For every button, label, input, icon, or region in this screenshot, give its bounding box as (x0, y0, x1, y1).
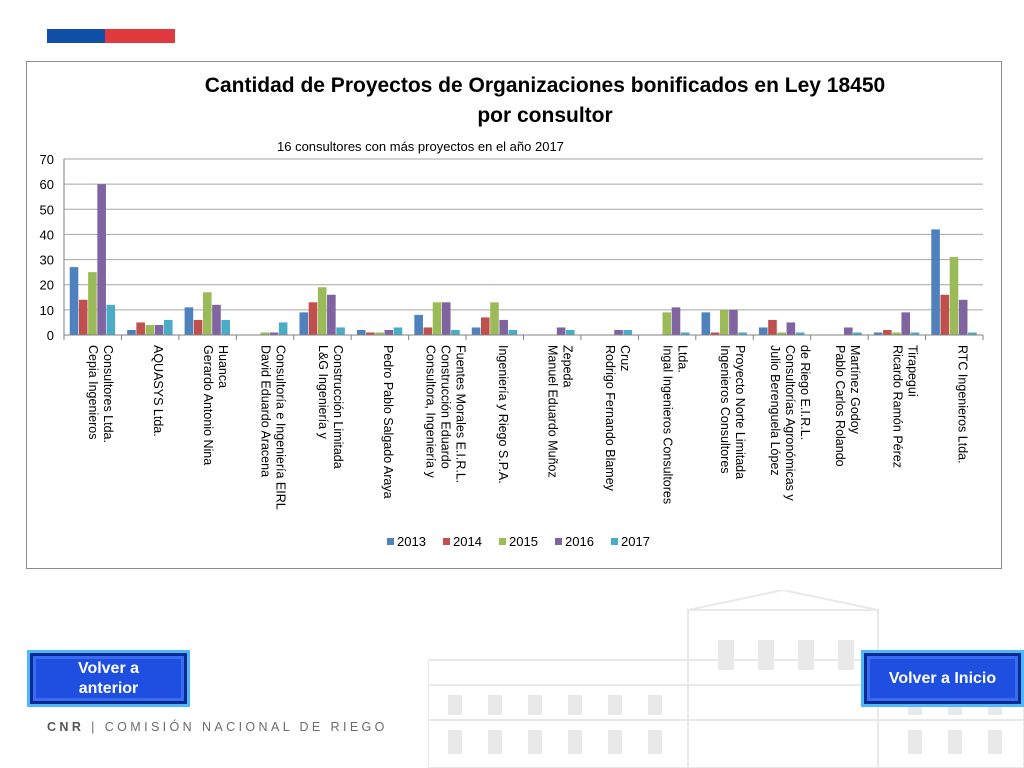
category-label-line: Proyecto Norte Limitada (733, 345, 748, 480)
category-label-line: Huanca (216, 345, 231, 389)
bar-2016 (614, 330, 623, 335)
bar-2014 (883, 330, 892, 335)
bar-2016 (385, 330, 394, 335)
category-label-line: Construcción Limitada (330, 345, 345, 469)
category-label-line: David Eduardo Aracena (258, 345, 273, 478)
legend-swatch-2016 (555, 538, 562, 545)
category-label-line: Consultorías Agronómicas y (782, 345, 797, 501)
y-tick-label: 30 (39, 252, 54, 268)
category-label-line: Ltda. (675, 345, 690, 373)
flag-stripe (47, 29, 175, 43)
bar-2016 (499, 320, 508, 335)
category-label-line: de Riego E.I.R.L. (797, 345, 812, 441)
bar-2015 (433, 302, 442, 335)
bar-2014 (136, 322, 145, 335)
category-label-line: Consultoría e Ingeniería EIRL (273, 345, 288, 510)
bar-chart (27, 62, 1001, 568)
bar-2017 (107, 305, 116, 335)
legend-label: 2014 (453, 534, 482, 549)
legend-label: 2013 (397, 534, 426, 549)
x-category-label (201, 345, 230, 465)
category-label-line: Gerardo Antonio Nina (201, 345, 216, 466)
bar-2016 (787, 322, 796, 335)
bar-2016 (327, 295, 336, 335)
bar-2016 (557, 327, 566, 335)
x-category-label (833, 345, 862, 467)
x-category-label (496, 345, 510, 484)
chart-container (26, 61, 1002, 569)
bar-2013 (299, 312, 308, 335)
x-category-label (381, 345, 395, 499)
flag-red-segment (105, 29, 175, 43)
bar-2013 (702, 312, 711, 335)
bar-2016 (97, 184, 106, 335)
bar-2014 (79, 300, 88, 335)
footer-brand: CNR (47, 720, 85, 734)
home-button[interactable]: Volver a Inicio (861, 650, 1024, 707)
category-label-line: Cruz (618, 345, 633, 372)
bar-2017 (221, 320, 230, 335)
chart-title-line1: Cantidad de Proyectos de Organizaciones bonificados en Ley 18450 (204, 74, 886, 97)
category-label-line: Ingeniería y Riego S.P.A. (495, 345, 510, 484)
bar-2015 (88, 272, 97, 335)
x-category-label (890, 345, 919, 468)
axis-layer (40, 152, 983, 343)
bar-2016 (672, 307, 681, 335)
y-tick-label: 10 (39, 302, 54, 318)
chart-subtitle: 16 consultores con más proyectos en el año 2017 (277, 139, 564, 154)
x-category-label (151, 345, 165, 437)
y-tick-label: 0 (46, 328, 54, 343)
footer-org: COMISIÓN NACIONAL DE RIEGO (104, 720, 388, 734)
bar-2016 (901, 312, 910, 335)
category-label-line: Pedro Pablo Salgado Araya (380, 345, 395, 499)
category-label-line: Ingal Ingenieros Consultores (660, 345, 675, 505)
bar-2014 (768, 320, 777, 335)
back-button[interactable]: Volver a anterior (27, 650, 190, 707)
category-label-line: Julio Berenguela López (767, 345, 782, 476)
bar-2016 (959, 300, 968, 335)
category-label-line: AQUASYS Ltda. (151, 345, 166, 437)
category-label-line: Consultores Ltda. (101, 345, 116, 443)
category-label-line: Ricardo Ramón Pérez (890, 345, 905, 468)
x-category-label (718, 345, 747, 479)
legend-swatch-2015 (499, 538, 506, 545)
bar-2014 (309, 302, 318, 335)
y-tick-label: 70 (39, 152, 54, 167)
bar-2015 (662, 312, 671, 335)
x-category-label (661, 345, 690, 504)
y-tick-label: 20 (39, 277, 54, 293)
category-label-line: Tirapegui (905, 345, 920, 397)
legend-label: 2016 (565, 534, 594, 549)
bar-2014 (194, 320, 203, 335)
bar-2017 (336, 327, 345, 335)
category-label-line: Cepia Ingenieros (86, 345, 101, 440)
bar-2017 (509, 330, 518, 335)
category-labels (86, 345, 969, 510)
bar-2016 (155, 325, 164, 335)
bar-2017 (623, 330, 632, 335)
bar-2016 (844, 327, 853, 335)
x-category-label (423, 345, 467, 483)
bar-2015 (146, 325, 155, 335)
x-category-label (955, 345, 969, 464)
category-label-line: Manuel Eduardo Muñoz (545, 345, 560, 478)
bar-2017 (164, 320, 173, 335)
bar-2014 (481, 317, 490, 335)
category-label-line: RTC Ingenieros Ltda. (955, 345, 970, 464)
bar-2014 (424, 327, 433, 335)
category-label-line: Rodrigo Fernando Blamey (603, 345, 618, 491)
bar-2017 (394, 327, 403, 335)
category-label-line: Martínez Godoy (847, 345, 862, 434)
bar-2017 (451, 330, 460, 335)
grid-layer (64, 159, 983, 335)
category-label-line: Fuentes Morales E.I.R.L. (453, 345, 468, 484)
x-category-label (546, 345, 575, 478)
bar-2013 (127, 330, 136, 335)
bar-2015 (720, 310, 729, 335)
bar-2013 (931, 229, 940, 335)
chart-title-line2: por consultor (477, 104, 613, 127)
bar-2016 (442, 302, 451, 335)
bar-2013 (357, 330, 366, 335)
bar-2015 (490, 302, 499, 335)
bar-2014 (940, 295, 949, 335)
legend-label: 2015 (509, 534, 538, 549)
legend-swatch-2013 (387, 538, 394, 545)
y-tick-label: 50 (39, 202, 54, 218)
footer-separator: | (91, 720, 98, 734)
legend (387, 534, 650, 549)
bar-2015 (950, 257, 959, 335)
category-label-line: Pablo Carlos Rolando (832, 345, 847, 467)
footer (47, 720, 388, 734)
x-category-label (86, 345, 115, 443)
bar-2015 (318, 287, 327, 335)
y-tick-label: 40 (39, 227, 54, 243)
x-category-label (603, 345, 632, 492)
category-label-line: Consultora, Ingeniería y (423, 345, 438, 478)
bar-2013 (472, 327, 481, 335)
bar-2017 (279, 322, 288, 335)
x-category-label (259, 345, 288, 510)
bar-2013 (414, 315, 423, 335)
legend-label: 2017 (621, 534, 650, 549)
category-label-line: L&G Ingeniería y (315, 345, 330, 439)
category-label-line: Construcción Eduardo (438, 345, 453, 469)
y-tick-label: 60 (39, 177, 54, 193)
bar-2013 (185, 307, 194, 335)
bar-2016 (729, 310, 738, 335)
bar-2015 (203, 292, 212, 335)
bar-2017 (566, 330, 575, 335)
x-category-label (316, 345, 345, 469)
legend-swatch-2014 (443, 538, 450, 545)
bar-2016 (212, 305, 221, 335)
flag-blue-segment (47, 29, 105, 43)
category-label-line: Zepeda (560, 345, 575, 388)
category-label-line: Ingenieros Consultores (718, 345, 733, 474)
x-category-label (768, 345, 812, 501)
bar-2013 (759, 327, 768, 335)
legend-swatch-2017 (611, 538, 618, 545)
bar-2013 (70, 267, 79, 335)
